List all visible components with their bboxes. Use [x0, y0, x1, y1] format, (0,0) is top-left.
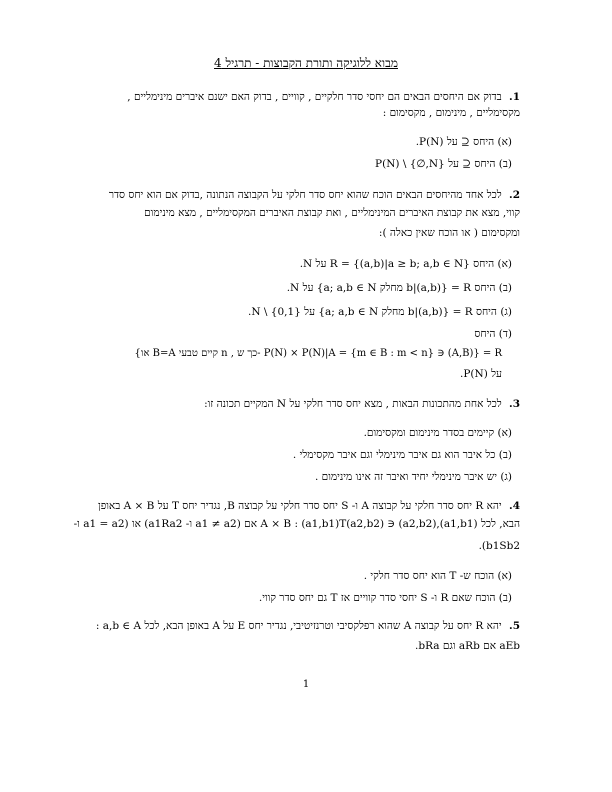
- q2-item-b: [287, 282, 512, 295]
- q4-line-1: [98, 500, 520, 513]
- q4-item-a: [364, 570, 512, 583]
- q2-a-label: (א): [497, 258, 512, 270]
- q3-b-text: כל איבר הוא גם איבר מינימלי וגם איבר מקסימלי .: [292, 449, 496, 461]
- page-number: 1: [302, 679, 310, 690]
- q4-number: 4.: [509, 500, 520, 512]
- q4-item-b: [259, 592, 512, 605]
- q3-item-c: [315, 471, 512, 484]
- q2-item-a: [300, 258, 512, 271]
- q3-a-text: קיימים בסדר מינימום ומקסימום.: [363, 427, 495, 439]
- q2-c-label: (ג): [500, 306, 512, 318]
- q3-item-b: [293, 449, 512, 462]
- q1-number: 1.: [509, 91, 520, 103]
- q4-b-text: הוכח שאם R ו- S יחסי סדר קוויים אז T גם יחס סדר קווי.: [258, 592, 496, 604]
- q2-d-label: (ד): [498, 328, 512, 340]
- q3-line-1: [204, 398, 520, 411]
- q4-text-1: יהא R יחס סדר חלקי על קבוצה A ו- S יחס סדר חלקי על קבוצה B, נגדיר יחס T על A × B באופן: [98, 500, 502, 512]
- q5-text-1: יהא R יחס על קבוצה A שהוא רפלקסיבי וטרנזיטיבי, נגדיר יחס E על A באופן הבא, לכל a,b ∈ A :: [95, 620, 502, 632]
- q5-number: 5.: [509, 620, 520, 632]
- q2-text-1: לכל אחד מהיחסים הבאים הוכח שהוא יחס סדר חלקי על הקבוצה הנתונה ,בדוק אם הוא יחס סדר: [108, 189, 502, 201]
- q1-item-a: [416, 136, 512, 149]
- q2-a-text: היחס R = {(a,b)|a ≥ b; a,b ∈ N} על N.: [299, 258, 495, 270]
- q3-a-label: (א): [497, 427, 512, 439]
- q2-c-text: היחס R = {(a,b)|b מחלק a; a,b ∈ N} על N \ {0,1}.: [248, 306, 497, 318]
- q3-b-label: (ב): [498, 449, 512, 461]
- q3-c-label: (ג): [500, 471, 512, 483]
- q2-text-2: קווי, מצא את קבוצת האיברים המינימליים , ואת קבוצת האיברים המקסימליים , מצא מינימום: [144, 207, 520, 219]
- q3-item-a: [364, 427, 512, 440]
- q4-b-label: (ב): [498, 592, 512, 604]
- q4-a-label: (א): [497, 570, 512, 582]
- q3-c-text: יש איבר מינימלי יחיד ואיבר זה אינו מינימום .: [314, 471, 497, 483]
- q5-line-1: [96, 620, 520, 633]
- q1-item-b: [375, 158, 512, 171]
- q1-b-label: (ב): [498, 158, 512, 170]
- q2-item-c: [248, 306, 512, 319]
- page-title: מבוא ללוגיקה ותורת הקבוצות - תרגיל 4: [214, 56, 398, 70]
- q1-b-text: היחס ⊆ על P(N) \ {∅,N}: [375, 158, 496, 170]
- q2-item-d: [474, 328, 512, 341]
- q2-number: 2.: [509, 189, 520, 201]
- q2-d-text: היחס: [474, 328, 496, 340]
- q4-text-2: הבא, לכל (a1,b1),(a2,b2) ∈ A × B : (a1,b1)T(a2,b2) אם (a1 ≠ a2 ו- a1Ra2) או (a1 = a2 ו-: [73, 518, 520, 530]
- q1-a-label: (א): [497, 136, 512, 148]
- q4-text-3: b1Sb2).: [478, 540, 520, 552]
- q2-text-3: ומקסימום ( או הוכח שאין כאלה ):: [378, 227, 520, 239]
- q4-a-text: הוכח ש- T הוא יחס סדר חלקי .: [363, 570, 495, 582]
- q1-text-1: בדוק אם היחסים הבאים הם יחסי סדר חלקיים , קוויים , בדוק האם ישנם איברים מינימליים ,: [127, 91, 502, 103]
- q2-d-tail: על P(N).: [460, 368, 502, 380]
- q2-b-label: (ב): [498, 282, 512, 294]
- q2-line-1: [109, 189, 520, 202]
- q2-b-text: היחס R = {(a,b)|b מחלק a; a,b ∈ N} על N.: [286, 282, 496, 294]
- q5-text-2: aEb אם aRb וגם bRa.: [415, 640, 520, 652]
- q1-text-2: מקסימליים , מינימום , מקסימום :: [382, 107, 520, 119]
- q3-number: 3.: [509, 398, 520, 410]
- q3-text: לכל אחת מהתכונות הבאות , מצא יחס סדר חלקי על N המקיים תכונה זו:: [204, 398, 502, 410]
- q1-a-text: היחס ⊆ על P(N).: [415, 136, 495, 148]
- q2-d-formula: R = {(A,B) ∈ P(N) × P(N)|A = {m ∈ B : m < n} -כך ש , n קיים טבעי B=A או}: [134, 348, 502, 359]
- q1-line-1: [127, 91, 520, 104]
